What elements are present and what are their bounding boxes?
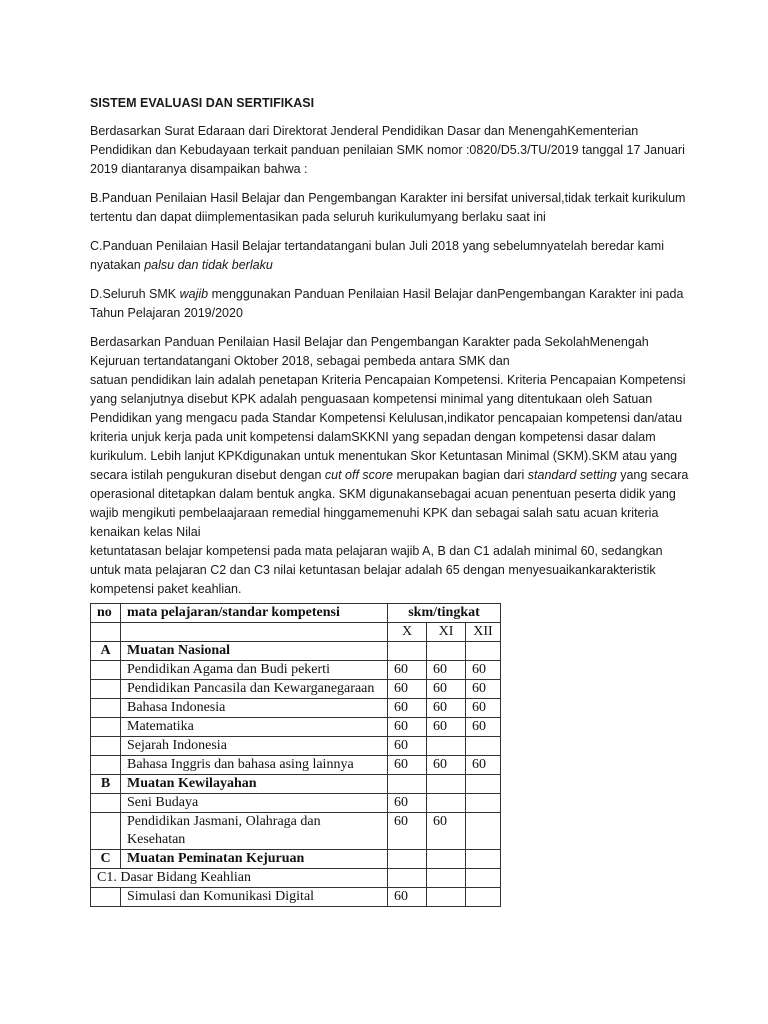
paragraph-c-emphasis: palsu dan tidak berlaku [144,258,273,272]
paragraph-d-text-2: menggunakan Panduan Penilaian Hasil Belajar danPengembangan Karakter ini pada Tahun Pelajaran 2019/2020 [90,287,684,320]
header-skm: skm/tingkat [388,604,501,623]
subject-name: Bahasa Inggris dan bahasa asing lainnya [121,756,388,775]
subject-name: Bahasa Indonesia [121,699,388,718]
paragraph-b [90,189,690,227]
table-subheader-row [91,623,501,642]
subject-name: Pendidikan Agama dan Budi pekerti [121,661,388,680]
table-row [91,680,501,699]
table-cell [388,775,427,794]
subject-name: Matematika [121,718,388,737]
paragraph-skm-text-2: satuan pendidikan lain adalah penetapan Kriteria Pencapaian Kompetensi. Kriteria Pencapaian Kompetensi yang selanjutnya disebut KPK adalah penguasaan kompetensi minimal yang ditentukaan oleh Satuan Pendidikan yang mengacu pada Standar Kompetensi Kelulusan,indikator pencapaian kompetensi dan/atau kriteria unjuk kerja pada unit kompetensi dalamSKKNI yang sepadan dengan kompetensi dasar dalam kurikulum. Lebih lanjut KPKdigunakan untuk menentukan Skor Ketuntasan Minimal (SKM).SKM atau yang secara istilah pengukuran disebut dengan [90,373,686,482]
paragraph-d [90,285,690,323]
section-row-b [91,775,501,794]
table-cell [91,623,121,642]
table-cell [427,850,466,869]
table-cell [466,642,501,661]
header-no: no [91,604,121,623]
section-row-a [91,642,501,661]
subsection-name: C1. Dasar Bidang Keahlian [91,869,388,888]
table-cell [388,850,427,869]
score-x: 60 [388,794,427,813]
paragraph-d-emphasis: wajib [179,287,209,301]
table-cell [466,850,501,869]
table-cell [427,775,466,794]
subject-name: Sejarah Indonesia [121,737,388,756]
section-code: C [91,850,121,869]
score-xii [466,794,501,813]
score-xii [466,737,501,756]
section-name: Muatan Nasional [121,642,388,661]
score-xi: 60 [427,718,466,737]
table-cell [91,794,121,813]
paragraph-skm-line-last: ketuntatasan belajar kompetensi pada mata pelajaran wajib A, B dan C1 adalah minimal 60, sedangkan untuk mata pelajaran C2 dan C3 nilai ketuntasan belajar adalah 65 dengan menyesuaikankarakteristik kompetensi paket keahlian. [90,544,663,596]
score-x: 60 [388,680,427,699]
subsection-row-c1 [91,869,501,888]
table-cell [466,775,501,794]
score-xii: 60 [466,680,501,699]
score-xii: 60 [466,718,501,737]
paragraph-skm-emphasis-1: cut off score [324,468,393,482]
table-cell [427,642,466,661]
section-code: A [91,642,121,661]
paragraph-skm-text-3: merupakan bagian dari [392,468,528,482]
paragraph-intro-text: Berdasarkan Surat Edaraan dari Direktorat Jenderal Pendidikan Dasar dan MenengahKementerian Pendidikan dan Kebudayaan terkait panduan penilaian SMK nomor :0820/D5.3/TU/2019 tanggal 17 Januari 2019 diantaranya disampaikan bahwa : [90,124,685,176]
table-header-row [91,604,501,623]
score-xi [427,794,466,813]
table-cell [91,718,121,737]
subject-name: Simulasi dan Komunikasi Digital [121,888,388,907]
score-x: 60 [388,888,427,907]
paragraph-b-text: B.Panduan Penilaian Hasil Belajar dan Pengembangan Karakter ini bersifat universal,tidak terkait kurikulum tertentu dan dapat diimplementasikan pada seluruh kurikulumyang berlaku saat ini [90,191,686,224]
table-cell [91,699,121,718]
score-xii: 60 [466,661,501,680]
table-row [91,661,501,680]
score-xi: 60 [427,756,466,775]
paragraph-d-text-1: D.Seluruh SMK [90,287,180,301]
score-xii: 60 [466,699,501,718]
score-xii [466,888,501,907]
table-row [91,756,501,775]
score-xi: 60 [427,813,466,850]
table-cell [91,737,121,756]
score-xi: 60 [427,699,466,718]
table-row [91,718,501,737]
table-cell [466,869,501,888]
section-name: Muatan Kewilayahan [121,775,388,794]
score-xi: 60 [427,680,466,699]
subject-name: Pendidikan Jasmani, Olahraga dan Kesehatan [121,813,388,850]
table-cell [91,680,121,699]
table-row [91,813,501,850]
table-cell [121,623,388,642]
header-xii: XII [466,623,501,642]
score-x: 60 [388,813,427,850]
section-row-c [91,850,501,869]
table-cell [388,869,427,888]
section-code: B [91,775,121,794]
table-cell [427,869,466,888]
score-xi: 60 [427,661,466,680]
paragraph-c [90,237,690,275]
score-x: 60 [388,699,427,718]
score-x: 60 [388,756,427,775]
table-cell [388,642,427,661]
table-cell [91,756,121,775]
skm-table [90,603,501,907]
table-row [91,737,501,756]
table-cell [91,661,121,680]
score-x: 60 [388,718,427,737]
score-x: 60 [388,661,427,680]
section-name: Muatan Peminatan Kejuruan [121,850,388,869]
table-row [91,888,501,907]
table-row [91,794,501,813]
header-x: X [388,623,427,642]
paragraph-skm [90,333,690,599]
paragraph-c-text: C.Panduan Penilaian Hasil Belajar tertandatangani bulan Juli 2018 yang sebelumnyatelah beredar kami nyatakan [90,239,664,272]
header-xi: XI [427,623,466,642]
table-cell [91,888,121,907]
score-xi [427,888,466,907]
score-xi [427,737,466,756]
score-xii: 60 [466,756,501,775]
header-subject: mata pelajaran/standar kompetensi [121,604,388,623]
score-x: 60 [388,737,427,756]
paragraph-skm-emphasis-2: standard setting [527,468,617,482]
subject-name: Seni Budaya [121,794,388,813]
paragraph-skm-line-1: Berdasarkan Panduan Penilaian Hasil Belajar dan Pengembangan Karakter pada SekolahMenengah Kejuruan tertandatangani Oktober 2018, sebagai pembeda antara SMK dan [90,335,649,368]
score-xii [466,813,501,850]
document-title: SISTEM EVALUASI DAN SERTIFIKASI [90,96,315,110]
subject-name: Pendidikan Pancasila dan Kewarganegaraan [121,680,388,699]
paragraph-intro [90,122,690,179]
table-row [91,699,501,718]
table-cell [91,813,121,850]
paragraph-skm-text-4: yang secara operasional ditetapkan dalam bentuk angka. SKM digunakansebagai acuan penentuan peserta didik yang wajib mengikuti pembelaajaraan remedial hinggamemenuhi KPK dan sebagai salah satu acuan kriteria kenaikan kelas Nilai [90,468,689,539]
